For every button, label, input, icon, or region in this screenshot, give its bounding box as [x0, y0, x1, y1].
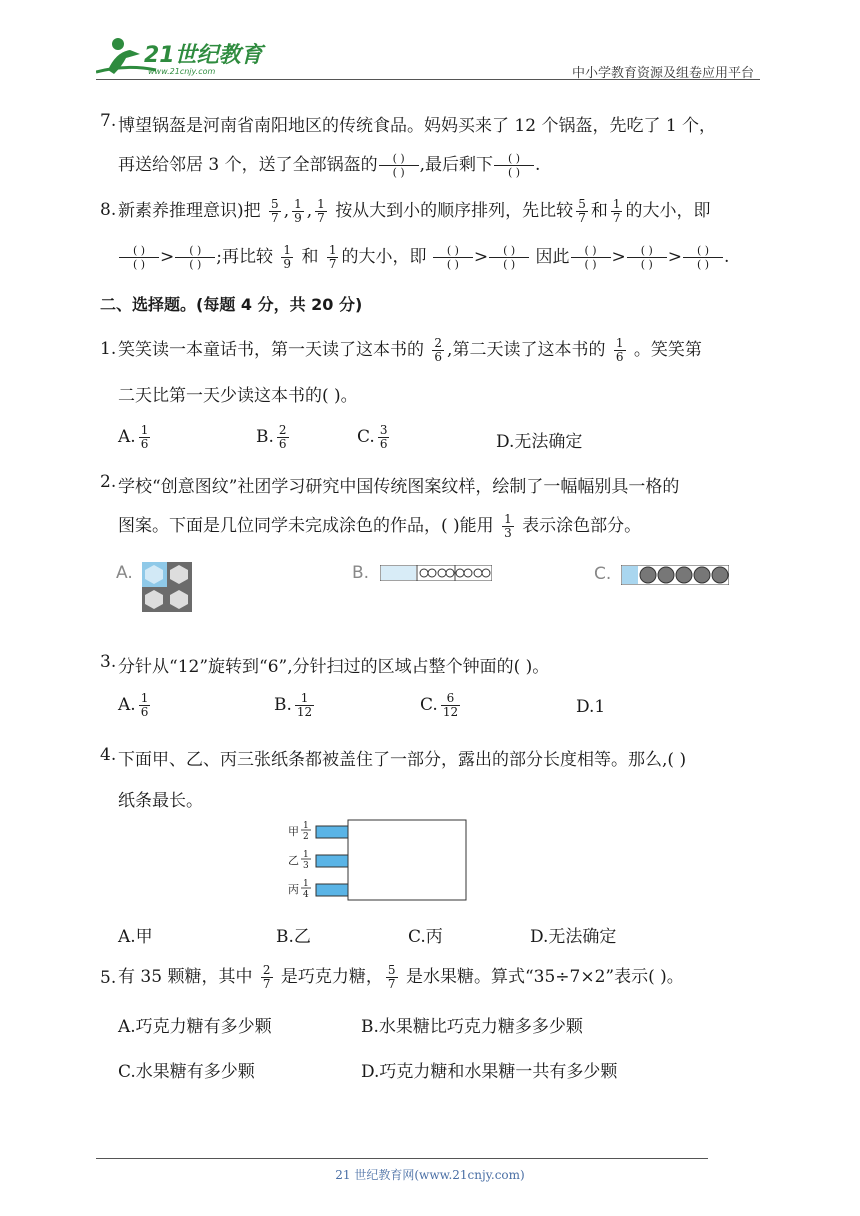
q7-text-c: .: [535, 155, 541, 175]
svg-text:www.21cnjy.com: www.21cnjy.com: [148, 67, 216, 76]
strip-frac-bing-n: 1: [303, 879, 309, 889]
strip-label-yi: 乙: [288, 854, 299, 867]
strip-frac-bing-d: 4: [303, 890, 309, 900]
c4-strips-diagram: [284, 816, 474, 907]
c2-line1: 学校“创意图纹”社团学习研究中国传统图案纹样，绘制了一幅幅别具一格的: [118, 477, 680, 497]
q8-blank-6[interactable]: ( ) ( ): [627, 244, 667, 271]
q8-line2: [118, 242, 729, 271]
q8-frac-1-7: $\frac{1}{7}$: [317, 197, 325, 225]
q7-blank-2[interactable]: ( ) ( ): [494, 152, 534, 179]
c4-line2: 纸条最长。: [118, 791, 203, 811]
c1-number: 1.: [100, 339, 117, 359]
q7-text-a: 再送给邻居 3 个，送了全部锅盔的: [118, 155, 378, 175]
q8-frac-5-7b: $\frac{5}{7}$: [578, 197, 586, 225]
header-platform-text: 中小学教育资源及组卷应用平台: [571, 66, 754, 81]
q8-blank-5[interactable]: ( ) ( ): [571, 244, 611, 271]
strip-frac-jia-n: 1: [303, 821, 309, 831]
q7-line2: [118, 150, 540, 179]
strip-label-bing: 丙: [288, 883, 299, 896]
c5-frac-5-7: $\frac{5}{7}$: [387, 963, 396, 991]
c1-frac-2-6: $\frac{2}{6}$: [434, 336, 443, 364]
cover-box: [348, 820, 466, 900]
c1-line1: [118, 335, 702, 364]
c1-line2: 二天比第一天少读这本书的( )。: [118, 386, 358, 406]
c2-pic-c-label[interactable]: C.: [594, 564, 612, 584]
q8-number: 8.: [100, 200, 117, 220]
c1-option-b[interactable]: B. $\frac{2}{6}$: [256, 423, 287, 451]
c4-option-d[interactable]: D.无法确定: [530, 927, 617, 947]
section-heading: 二、选择题。(每题 4 分，共 20 分): [100, 295, 363, 314]
strip-bing: [316, 884, 350, 896]
c3-option-d[interactable]: D.1: [576, 697, 606, 717]
c2-text-b: 表示涂色部分。: [522, 516, 642, 536]
q8-frac-1-7b: $\frac{1}{7}$: [612, 197, 621, 225]
c1-text-b: ,第二天读了这本书的: [447, 340, 606, 360]
q8-period: .: [724, 247, 730, 267]
q8-blank-7[interactable]: ( ) ( ): [683, 244, 723, 271]
q7-text-b: ,最后剩下: [419, 155, 494, 175]
q7-line1: 博望锅盔是河南省南阳地区的传统食品。妈妈买来了 12 个锅盔，先吃了 1 个，: [118, 116, 717, 136]
c2-pattern-c[interactable]: [621, 565, 729, 590]
q8-frac-5-7: $\frac{5}{7}$: [271, 197, 279, 225]
q8-frac-1-9b: $\frac{1}{9}$: [283, 243, 292, 271]
q8-and-2: 和: [301, 247, 319, 267]
c5-text-b: 是巧克力糖，: [280, 967, 383, 987]
c5-line1: [118, 962, 684, 991]
c5-frac-2-7: $\frac{2}{7}$: [262, 963, 271, 991]
c2-pic-b-label[interactable]: B.: [352, 563, 370, 583]
c1-option-c[interactable]: C. $\frac{3}{6}$: [357, 423, 388, 451]
c4-number: 4.: [100, 745, 117, 765]
header-divider: [96, 79, 760, 80]
strip-frac-yi-d: 3: [303, 861, 309, 871]
svg-text:21世纪教育: 21世纪教育: [144, 43, 263, 68]
c4-option-b[interactable]: B.乙: [276, 927, 311, 947]
c3-number: 3.: [100, 652, 117, 672]
c1-text-a: 笑笑读一本童话书，第一天读了这本书的: [118, 340, 424, 360]
c5-option-d[interactable]: D.巧克力糖和水果糖一共有多少颗: [361, 1062, 618, 1082]
c5-option-b[interactable]: B.水果糖比巧克力糖多多少颗: [361, 1017, 583, 1037]
c5-option-c[interactable]: C.水果糖有多少颗: [118, 1062, 255, 1082]
q8-blank-2[interactable]: ( ) ( ): [175, 244, 215, 271]
q7-number: 7.: [100, 111, 117, 131]
c4-option-c[interactable]: C.丙: [408, 927, 443, 947]
q8-text-b: 按从大到小的顺序排列，先比较: [335, 201, 574, 221]
c1-text-c: 。笑笑第: [633, 340, 702, 360]
c1-option-d[interactable]: D.无法确定: [496, 432, 583, 452]
c2-pattern-a[interactable]: [142, 562, 192, 617]
q8-text-2a: ;再比较: [216, 247, 273, 267]
c5-text-a: 有 35 颗糖，其中: [118, 967, 253, 987]
q8-gt-3: >: [611, 247, 626, 267]
q8-frac-1-9: $\frac{1}{9}$: [294, 197, 302, 225]
q8-blank-3[interactable]: ( ) ( ): [433, 244, 473, 271]
c2-number: 2.: [100, 472, 117, 492]
q7-blank-1[interactable]: ( ) ( ): [379, 152, 419, 179]
q8-frac-1-7c: $\frac{1}{7}$: [328, 243, 337, 271]
strip-jia: [316, 826, 350, 838]
q8-text-a: 新素养推理意识)把: [118, 201, 261, 221]
q8-gt-1: >: [160, 247, 175, 267]
q8-blank-1[interactable]: ( ) ( ): [119, 244, 159, 271]
q8-blank-4[interactable]: ( ) ( ): [489, 244, 529, 271]
strip-yi: [316, 855, 350, 867]
c5-text-c: 是水果糖。算式“35÷7×2”表示( )。: [405, 967, 684, 987]
c1-option-a[interactable]: A. $\frac{1}{6}$: [118, 423, 149, 451]
strip-frac-yi-n: 1: [303, 850, 309, 860]
strip-label-jia: 甲: [288, 825, 299, 838]
footer-text[interactable]: 21 世纪教育网(www.21cnjy.com): [335, 1168, 525, 1182]
c4-option-a[interactable]: A.甲: [118, 927, 153, 947]
c4-line1: 下面甲、乙、丙三张纸条都被盖住了一部分，露出的部分长度相等。那么,( ): [118, 750, 687, 770]
q8-gt-4: >: [667, 247, 683, 267]
q8-line1: 新素养推理意识)把 $\frac{5}{7}$ , $\frac{1}{9}$ , $\frac{1}{7}$ 按从大到小的顺序排列，先比较 $\frac{5}{7}$ 和 $\frac{1}{7}$ 的大小，即: [118, 197, 711, 225]
q8-gt-2: >: [473, 247, 489, 267]
c2-text-a: 图案。下面是几位同学未完成涂色的作品，( )能用: [118, 516, 494, 536]
c3-option-b[interactable]: B. $\frac{1}{12}$: [274, 691, 313, 719]
c3-line1: 分针从“12”旋转到“6”,分针扫过的区域占整个钟面的( )。: [118, 657, 550, 677]
c1-frac-1-6: $\frac{1}{6}$: [615, 336, 624, 364]
c2-pattern-b[interactable]: [380, 565, 492, 586]
footer-divider: [96, 1158, 708, 1159]
site-logo: [96, 30, 266, 80]
c2-frac-1-3: $\frac{1}{3}$: [504, 512, 512, 540]
c2-line2: [118, 511, 641, 540]
c2-pic-a-label[interactable]: A.: [116, 563, 133, 583]
q8-and: 和: [590, 201, 608, 221]
q8-text-2c: 的大小，即: [341, 247, 427, 267]
q8-text-d: 的大小，即: [625, 201, 711, 221]
c5-number: 5.: [100, 968, 117, 988]
c5-option-a[interactable]: A.巧克力糖有多少颗: [118, 1017, 272, 1037]
strip-frac-jia-d: 2: [303, 832, 309, 842]
c3-option-a[interactable]: A. $\frac{1}{6}$: [118, 691, 149, 719]
c3-option-c[interactable]: C. $\frac{6}{12}$: [420, 691, 459, 719]
q8-therefore: 因此: [535, 247, 570, 267]
